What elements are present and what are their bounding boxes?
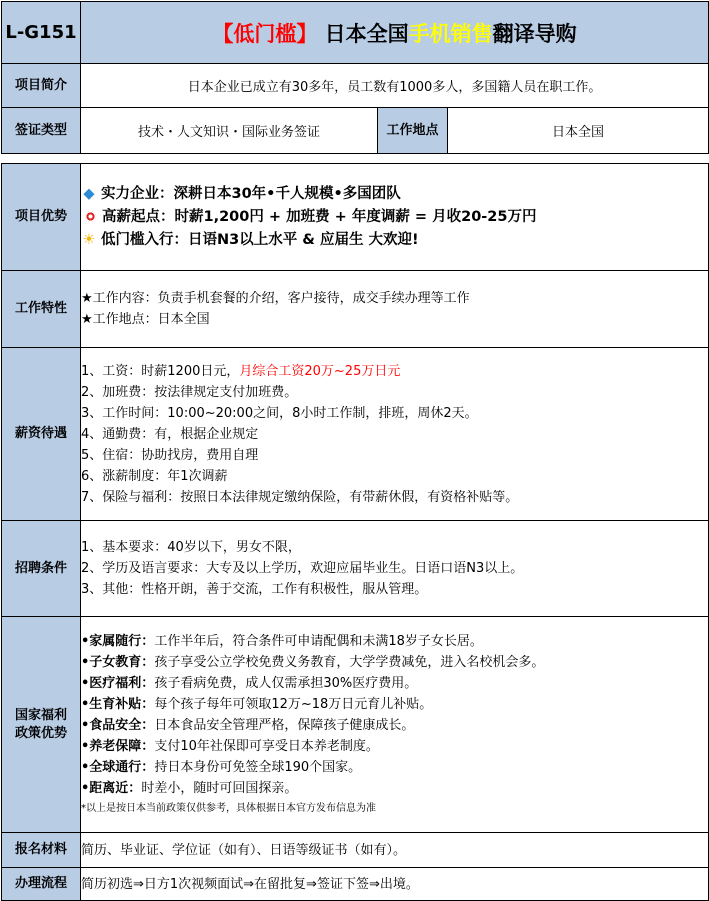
welfare-item: •食品安全：日本食品安全管理严格，保障孩子健康成长。 — [81, 717, 415, 733]
requirement-line: 3、其他：性格开朗，善于交流，工作有积极性，服从管理。 — [81, 582, 428, 597]
salary-line: 2、加班费：按法律规定支付加班费。 — [81, 384, 298, 400]
salary-line: 3、工作时间：10:00~20:00之间，8小时工作制，排班，周休2天。 — [81, 405, 478, 421]
visa-row — [2, 108, 709, 154]
salary-line: 1、工资：时薪1200日元，月综合工资20万~25万日元 — [81, 363, 401, 379]
features-content — [81, 271, 709, 348]
salary-label: 薪资待遇 — [2, 348, 81, 521]
salary-highlight: 月综合工资20万~25万日元 — [239, 363, 401, 379]
welfare-item: •医疗福利：孩子看病免费，成人仅需承担30%医疗费用。 — [81, 675, 418, 691]
welfare-note: *以上是按日本当前政策仅供参考，具体根据日本官方发布信息为准 — [81, 802, 376, 814]
salary-line: 6、涨薪制度：年1次调薪 — [81, 468, 228, 484]
salary-content — [81, 348, 709, 521]
intro-text: 日本企业已成立有30多年，员工数有1000多人，多国籍人员在职工作。 — [81, 64, 709, 108]
requirements-row — [2, 521, 709, 617]
target-icon — [85, 211, 96, 222]
welfare-item: •养老保障：支付10年社保即可享受日本养老制度。 — [81, 738, 379, 754]
salary-line: 5、住宿：协助找房，费用自理 — [81, 447, 259, 463]
welfare-item: •全球通行：持日本身份可免签全球190个国家。 — [81, 759, 362, 775]
header-row — [2, 2, 709, 64]
job-code: L-G151 — [2, 2, 81, 64]
location-label: 工作地点 — [378, 108, 448, 154]
welfare-item: •家属随行：工作半年后，符合条件可申请配偶和未满18岁子女长居。 — [81, 633, 483, 649]
advantages-row — [2, 164, 709, 271]
advantage-item: ☀ 低门槛入行：日语N3以上水平 & 应届生 大欢迎! — [81, 229, 708, 252]
features-row — [2, 271, 709, 348]
advantages-label: 项目优势 — [2, 164, 81, 271]
salary-line: 4、通勤费：有，根据企业规定 — [81, 426, 259, 442]
features-label: 工作特性 — [2, 271, 81, 348]
welfare-item: •生育补贴：每个孩子每年可领取12万~18万日元育儿补贴。 — [81, 696, 433, 712]
welfare-item: •距离近：时差小，随时可回国探亲。 — [81, 780, 298, 796]
location-value: 日本全国 — [448, 108, 709, 154]
sun-icon: ☀ — [82, 231, 96, 248]
gem-icon: ◆ — [83, 185, 95, 202]
welfare-row — [2, 617, 709, 833]
process-label: 办理流程 — [2, 868, 81, 901]
process-text: 简历初选⇒日方1次视频面试⇒在留批复⇒签证下签⇒出境。 — [81, 868, 709, 901]
feature-line: ★工作地点：日本全国 — [81, 312, 210, 327]
summary-table — [1, 1, 709, 154]
feature-line: ★工作内容：负责手机套餐的介绍，客户接待，成交手续办理等工作 — [81, 291, 470, 306]
welfare-label: 国家福利 政策优势 — [2, 617, 81, 833]
requirements-label: 招聘条件 — [2, 521, 81, 617]
materials-text: 简历、毕业证、学位证（如有）、日语等级证书（如有）。 — [81, 833, 709, 868]
process-row — [2, 868, 709, 901]
welfare-content — [81, 617, 709, 833]
requirements-content — [81, 521, 709, 617]
page-title: 【低门槛】 日本全国手机销售翻译导购 — [81, 2, 709, 64]
materials-row — [2, 833, 709, 868]
advantage-item: 高薪起点：时薪1,200円 + 加班费 + 年度调薪 = 月收20-25万円 — [81, 206, 708, 229]
requirement-line: 1、基本要求：40岁以下，男女不限， — [81, 540, 301, 555]
salary-row — [2, 348, 709, 521]
title-yellow: 手机销售 — [408, 21, 493, 46]
salary-line: 7、保险与福利：按照日本法律规定缴纳保险，有带薪休假，有资格补贴等。 — [81, 489, 519, 505]
visa-label: 签证类型 — [2, 108, 81, 154]
welfare-item: •子女教育：孩子享受公立学校免费义务教育，大学学费减免，进入名校机会多。 — [81, 654, 545, 670]
title-highlight: 低门槛 — [233, 21, 297, 46]
advantage-item: ◆ 实力企业：深耕日本30年•千人规模•多国团队 — [81, 183, 708, 206]
intro-label: 项目简介 — [2, 64, 81, 108]
visa-value: 技术・人文知识・国际业务签证 — [81, 108, 378, 154]
materials-label: 报名材料 — [2, 833, 81, 868]
advantages-content — [81, 164, 709, 271]
intro-row — [2, 64, 709, 108]
details-table — [1, 163, 709, 901]
requirement-line: 2、学历及语言要求：大专及以上学历，欢迎应届毕业生。日语口语N3以上。 — [81, 561, 524, 576]
